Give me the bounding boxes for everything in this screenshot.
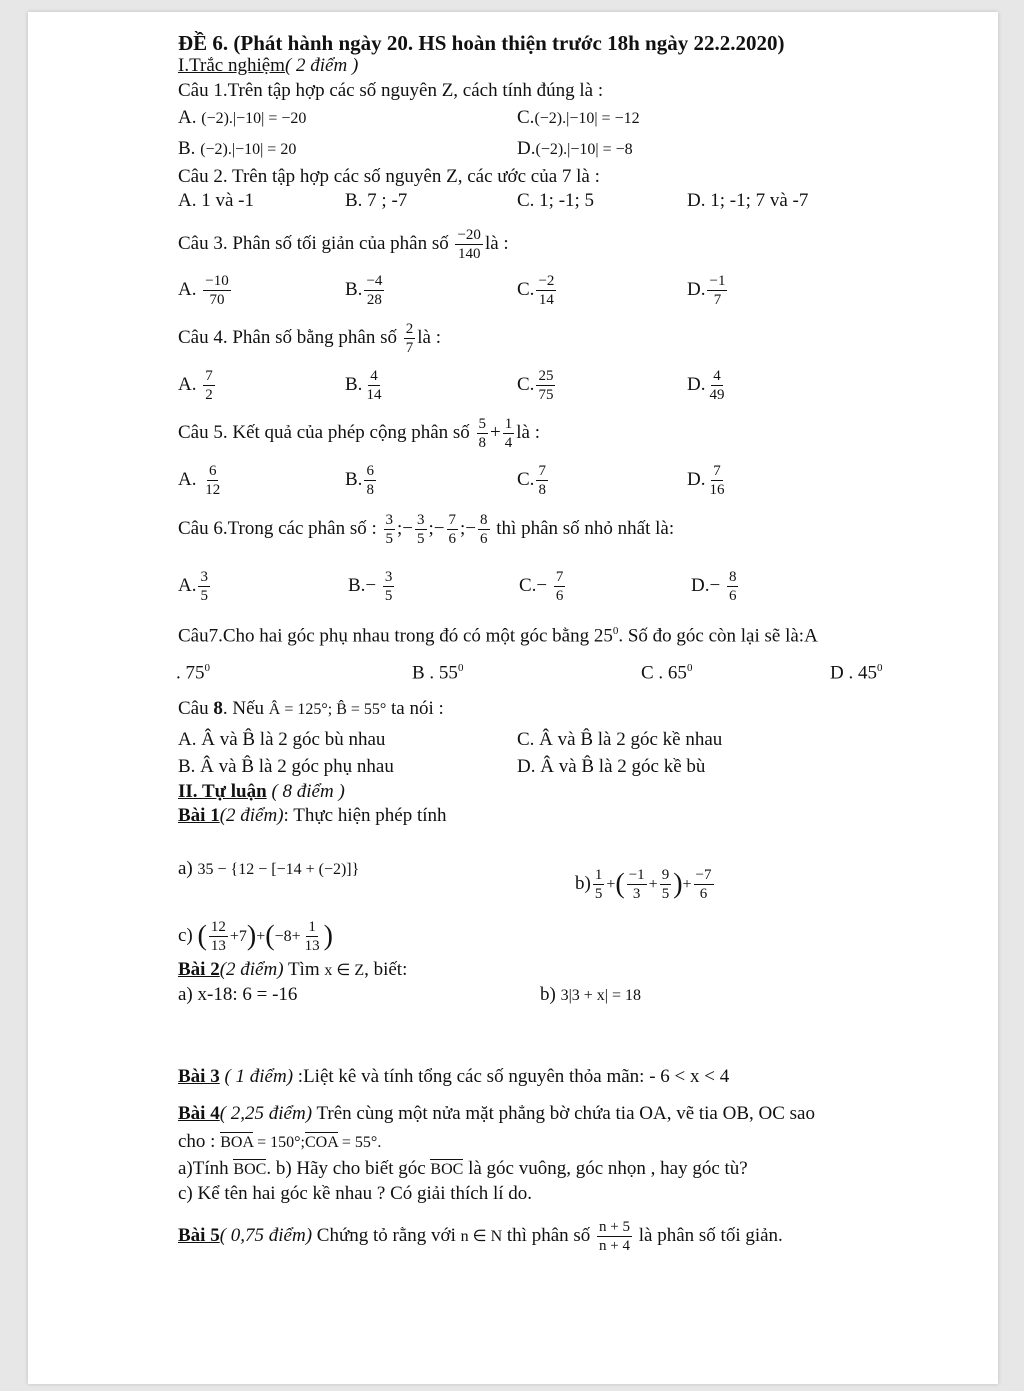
q6-option-b: B.− $\frac{3}{5}$ — [348, 569, 393, 604]
q1-option-d: D.(−2).|−10| = −8 — [517, 138, 633, 159]
q6-option-d: D.− $\frac{8}{6}$ — [691, 569, 737, 604]
q7-option-b: B . $55^0$ — [412, 662, 464, 684]
q5-option-d: D. $\frac{7}{16}$ — [687, 463, 725, 498]
q4-option-b: B. $\frac{4}{14}$ — [345, 368, 382, 403]
bai4-text: Bài 4( 2,25 điểm) Trên cùng một nửa mặt phẳng bờ chứa tia OA, vẽ tia OB, OC sao — [178, 1103, 815, 1124]
q8-option-a: A. Â và B̂ là 2 góc bù nhau — [178, 729, 386, 750]
q7-text: Câu7.Cho hai góc phụ nhau trong đó có một góc bằng $25^0$. Số đo góc còn lại sẽ là:A — [178, 625, 818, 647]
q4-option-a: A. $\frac{7}{2}$ — [178, 368, 213, 403]
q8-option-d: D. Â và B̂ là 2 góc kề bù — [517, 756, 706, 777]
q2-option-d: D. 1; -1; 7 và -7 — [687, 190, 809, 211]
bai4-given: cho : BOA = 150°;COA = 55°. — [178, 1131, 382, 1152]
q8-option-b: B. Â và B̂ là 2 góc phụ nhau — [178, 756, 394, 777]
q4-option-d: D. $\frac{4}{49}$ — [687, 368, 725, 403]
q4-option-c: C. $\frac{25}{75}$ — [517, 368, 554, 403]
bai1-heading: Bài 1(2 điểm): Thực hiện phép tính — [178, 805, 447, 826]
bai1-b: b) $\frac{1}{5}$ +( $\frac{-1}{3}$ + $\frac{9}{5}$ )+ $\frac{-7}{6}$ — [575, 867, 712, 902]
bai2-a: a) x-18: 6 = -16 — [178, 984, 298, 1005]
bai5-text: Bài 5( 0,75 điểm) Chứng tỏ rằng với n ∈ N thì phân số $\frac{n + 5}{n + 4}$ là phân số tối giản. — [178, 1219, 783, 1254]
q5-text: Câu 5. Kết quả của phép cộng phân số $\frac{5}{8}$ + $\frac{1}{4}$ là : — [178, 416, 541, 451]
bai4-part-c: c) Kể tên hai góc kề nhau ? Có giải thích lí do. — [178, 1183, 533, 1204]
q5-option-b: B. $\frac{6}{8}$ — [345, 463, 374, 498]
q2-option-a: A. 1 và -1 — [178, 190, 254, 211]
q1-text: Câu 1.Trên tập hợp các số nguyên Z, cách tính đúng là : — [178, 80, 604, 101]
bai1-a: a) 35 − {12 − [−14 + (−2)]} — [178, 858, 360, 879]
q3-option-d: D. $\frac{-1}{7}$ — [687, 273, 726, 308]
q6-text: Câu 6.Trong các phân số : $\frac{3}{5}$ ;− $\frac{3}{5}$ ;− $\frac{7}{6}$ ;− $\frac{8}{6}$ thì phân số nhỏ nhất là: — [178, 512, 675, 547]
q1-option-a: A. (−2).|−10| = −20 — [178, 107, 307, 128]
bai2-b: b) 3|3 + x| = 18 — [540, 984, 642, 1005]
q5-option-a: A. $\frac{6}{12}$ — [178, 463, 221, 498]
q6-option-a: A. $\frac{3}{5}$ — [178, 569, 208, 604]
q8-option-c: C. Â và B̂ là 2 góc kề nhau — [517, 729, 723, 750]
q3-option-c: C. $\frac{-2}{14}$ — [517, 273, 555, 308]
q7-option-c: C . $65^0$ — [641, 662, 693, 684]
bai4-part-ab: a)Tính BOC. b) Hãy cho biết góc BOC là góc vuông, góc nhọn , hay góc tù? — [178, 1158, 748, 1179]
bai3-text: Bài 3 ( 1 điểm) :Liệt kê và tính tổng các số nguyên thỏa mãn: - 6 < x < 4 — [178, 1066, 730, 1087]
q5-option-c: C. $\frac{7}{8}$ — [517, 463, 546, 498]
part1-heading: I.Trắc nghiệm( 2 điểm ) — [178, 55, 359, 76]
page-title: ĐỀ 6. (Phát hành ngày 20. HS hoàn thiện trước 18h ngày 22.2.2020) — [178, 31, 785, 55]
bai1-c: c) ( $\frac{12}{13}$ +7)+(−8+ $\frac{1}{13}$ ) — [178, 919, 333, 954]
q7-option-d: D . $45^0$ — [830, 662, 883, 684]
q7-option-a: . $75^0$ — [176, 662, 210, 684]
q3-option-b: B. $\frac{-4}{28}$ — [345, 273, 383, 308]
q2-option-b: B. 7 ; -7 — [345, 190, 408, 211]
bai2-heading: Bài 2(2 điểm) Tìm x ∈ Z, biết: — [178, 959, 408, 980]
q3-text: Câu 3. Phân số tối giản của phân số $\frac{-20}{140}$ là : — [178, 227, 509, 262]
q2-option-c: C. 1; -1; 5 — [517, 190, 595, 211]
q8-text: Câu 8. Nếu Â = 125°; B̂ = 55° ta nói : — [178, 698, 444, 719]
part2-heading: II. Tự luận ( 8 điểm ) — [178, 781, 345, 802]
q3-option-a: A. $\frac{-10}{70}$ — [178, 273, 229, 308]
q1-option-c: C.(−2).|−10| = −12 — [517, 107, 640, 128]
q6-option-c: C.− $\frac{7}{6}$ — [519, 569, 564, 604]
q3-fraction: $\frac{-20}{140}$ — [457, 227, 481, 262]
q2-text: Câu 2. Trên tập hợp các số nguyên Z, các ước của 7 là : — [178, 166, 600, 187]
q4-text: Câu 4. Phân số bằng phân số $\frac{2}{7}$ là : — [178, 321, 442, 356]
q1-option-b: B. (−2).|−10| = 20 — [178, 138, 297, 159]
